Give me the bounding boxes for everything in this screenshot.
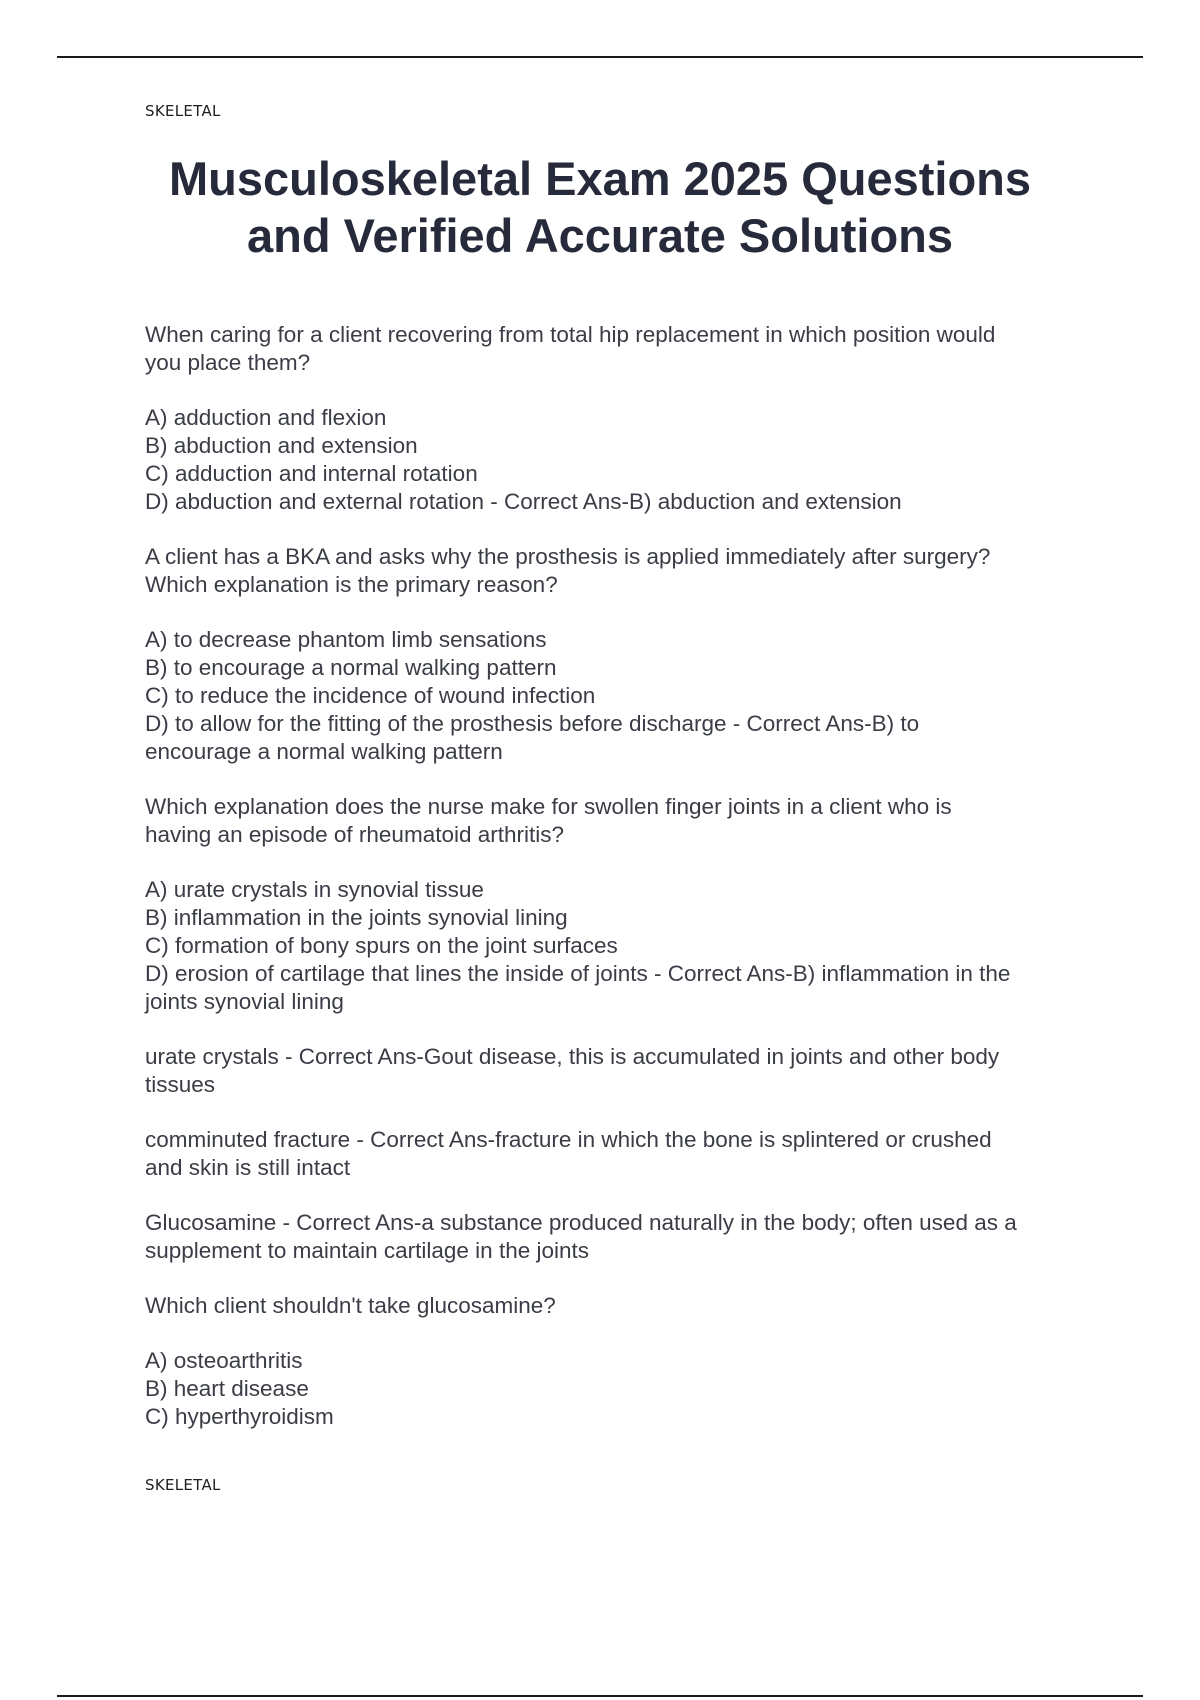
text-line: Glucosamine - Correct Ans-a substance produced naturally in the body; often used as a [145, 1210, 1017, 1235]
option-line: D) to allow for the fitting of the prosthesis before discharge - Correct Ans-B) to [145, 711, 920, 736]
text-line: A client has a BKA and asks why the prosthesis is applied immediately after surgery? [145, 544, 991, 569]
top-rule [57, 56, 1143, 58]
text-line: Which explanation is the primary reason? [145, 572, 558, 597]
text-line: you place them? [145, 350, 311, 375]
text-line: Which explanation does the nurse make for swollen finger joints in a client who is [145, 794, 952, 819]
option-line: C) formation of bony spurs on the joint surfaces [145, 933, 618, 958]
question-2-stem [145, 543, 1105, 599]
text-line: Which client shouldn't take glucosamine? [145, 1293, 556, 1318]
document-body [145, 321, 1105, 1458]
option-line: B) to encourage a normal walking pattern [145, 655, 557, 680]
option-line: D) abduction and external rotation - Correct Ans-B) abduction and extension [145, 489, 902, 514]
option-line: joints synovial lining [145, 989, 344, 1014]
question-3-stem [145, 793, 1105, 849]
option-line: encourage a normal walking pattern [145, 739, 503, 764]
footer-running-head: SKELETAL [145, 1476, 221, 1494]
text-line: comminuted fracture - Correct Ans-fracture in which the bone is splintered or crushed [145, 1127, 992, 1152]
text-line: having an episode of rheumatoid arthritis? [145, 822, 565, 847]
text-line: urate crystals - Correct Ans-Gout disease, this is accumulated in joints and other body [145, 1044, 1000, 1069]
definition-glucosamine [145, 1209, 1105, 1265]
option-line: C) hyperthyroidism [145, 1404, 334, 1429]
option-line: C) adduction and internal rotation [145, 461, 478, 486]
document-title [100, 150, 1100, 264]
definition-comminuted-fracture [145, 1126, 1105, 1182]
question-1-stem [145, 321, 1105, 377]
title-line-1: Musculoskeletal Exam 2025 Questions [168, 152, 1032, 205]
text-line: tissues [145, 1072, 216, 1097]
question-1-options [145, 404, 1105, 516]
option-line: B) inflammation in the joints synovial lining [145, 905, 568, 930]
option-line: C) to reduce the incidence of wound infection [145, 683, 596, 708]
text-line: and skin is still intact [145, 1155, 351, 1180]
option-line: A) to decrease phantom limb sensations [145, 627, 547, 652]
title-line-2: and Verified Accurate Solutions [246, 209, 954, 262]
text-line: When caring for a client recovering from total hip replacement in which position would [145, 322, 996, 347]
question-2-options [145, 626, 1105, 766]
header-running-head: SKELETAL [145, 102, 221, 120]
option-line: A) adduction and flexion [145, 405, 387, 430]
option-line: A) osteoarthritis [145, 1348, 303, 1373]
text-line: supplement to maintain cartilage in the joints [145, 1238, 590, 1263]
question-4-stem [145, 1292, 1105, 1320]
question-3-options [145, 876, 1105, 1016]
option-line: B) heart disease [145, 1376, 309, 1401]
option-line: D) erosion of cartilage that lines the inside of joints - Correct Ans-B) inflammation in the [145, 961, 1011, 986]
option-line: A) urate crystals in synovial tissue [145, 877, 484, 902]
option-line: B) abduction and extension [145, 433, 418, 458]
definition-urate-crystals [145, 1043, 1105, 1099]
bottom-rule [57, 1695, 1143, 1697]
question-4-options [145, 1347, 1105, 1431]
